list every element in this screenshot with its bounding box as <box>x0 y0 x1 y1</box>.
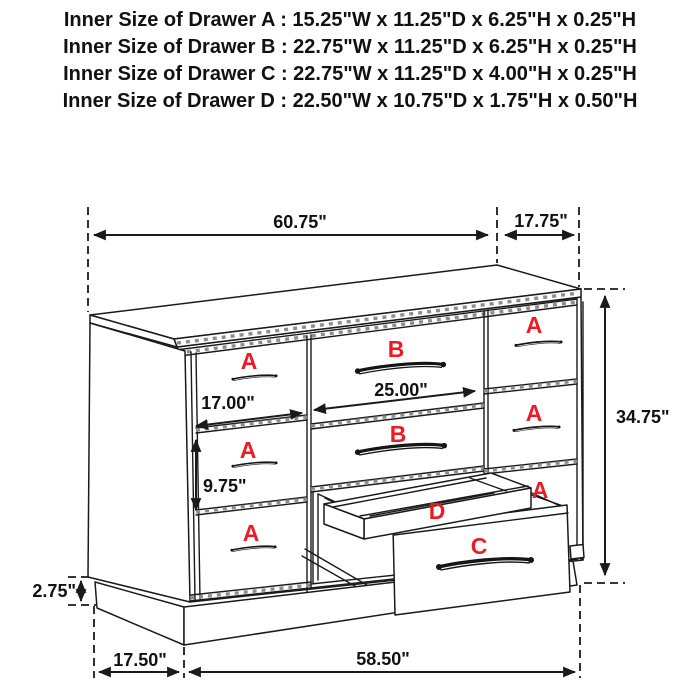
dim-drawer-a-width-label: 17.00" <box>201 393 255 413</box>
label-drawer-a2-right: A <box>525 400 543 426</box>
dimension-base-side-depth <box>99 650 179 672</box>
dim-top-width-label: 60.75" <box>273 212 327 232</box>
label-drawer-c: C <box>470 533 488 559</box>
label-drawer-b1: B <box>387 336 405 362</box>
label-tray-d: D <box>428 498 446 524</box>
label-drawer-b2: B <box>389 421 407 447</box>
dimension-top-depth <box>505 211 574 235</box>
dim-drawer-a-height-label: 9.75" <box>203 476 247 496</box>
dim-drawer-b-width-label: 25.00" <box>374 380 428 400</box>
dimension-base-height <box>32 581 81 601</box>
label-drawer-a3-right: A <box>531 477 549 503</box>
label-drawer-a3-left: A <box>242 520 260 546</box>
dim-base-height-label: 2.75" <box>32 581 76 601</box>
inner-size-line-a: Inner Size of Drawer A : 15.25"W x 11.25"D x 6.25"H x 0.25"H <box>63 9 637 31</box>
inner-size-line-c: Inner Size of Drawer C : 22.75"W x 11.25"D x 4.00"H x 0.25"H <box>63 63 637 85</box>
dimension-top-width <box>94 212 488 235</box>
dimension-base-front-width <box>189 649 575 672</box>
dim-base-front-width-label: 58.50" <box>356 649 410 669</box>
inner-size-line-d: Inner Size of Drawer D : 22.50"W x 10.75"D x 1.75"H x 0.50"H <box>62 90 638 112</box>
label-drawer-a1-left: A <box>240 348 258 374</box>
dim-base-side-depth-label: 17.50" <box>113 650 167 670</box>
dimension-overall-height <box>605 296 670 575</box>
inner-size-line-b: Inner Size of Drawer B : 22.75"W x 11.25"D x 6.25"H x 0.25"H <box>63 36 637 58</box>
dim-overall-height-label: 34.75" <box>616 407 670 427</box>
dim-top-depth-label: 17.75" <box>514 211 568 231</box>
label-drawer-a1-right: A <box>525 312 543 338</box>
label-drawer-a2-left: A <box>239 437 257 463</box>
